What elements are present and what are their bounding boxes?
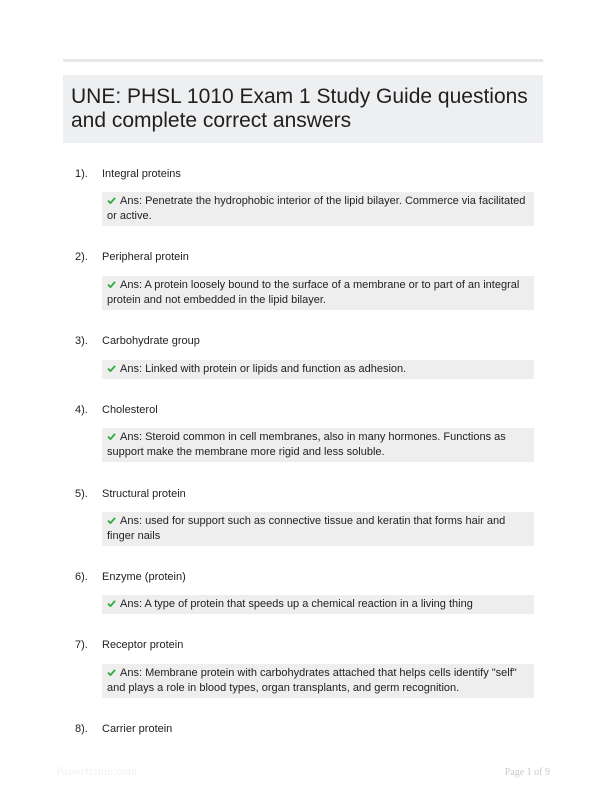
page-title: UNE: PHSL 1010 Exam 1 Study Guide questions and complete correct answers (71, 85, 528, 132)
question-term: Carrier protein (102, 723, 173, 735)
check-icon (107, 600, 116, 607)
question-number: 7). (75, 639, 88, 651)
answer-text: Ans: Penetrate the hydrophobic interior of the lipid bilayer. Commerce via facilitated or active. (107, 195, 526, 222)
question-number: 5). (75, 488, 88, 500)
question-term: Integral proteins (102, 168, 181, 180)
answer-text: Ans: used for support such as connective tissue and keratin that forms hair and finger nails (107, 515, 506, 542)
check-icon (107, 281, 116, 288)
question-number: 4). (75, 404, 88, 416)
question-term: Carbohydrate group (102, 335, 200, 347)
watermark-text: Papertrible.com (56, 767, 138, 778)
answer-box (102, 595, 534, 614)
answer-box (102, 664, 534, 698)
answer-box (102, 360, 534, 379)
answer-text: Ans: Linked with protein or lipids and function as adhesion. (120, 363, 407, 375)
answer-text: Ans: A protein loosely bound to the surface of a membrane or to part of an integral protein and not embedded in the lipid bilayer. (107, 279, 520, 306)
question-number: 1). (75, 168, 88, 180)
top-divider (63, 59, 543, 62)
question-number: 3). (75, 335, 88, 347)
question-term: Enzyme (protein) (102, 571, 186, 583)
question-term: Structural protein (102, 488, 186, 500)
check-icon (107, 517, 116, 524)
question-number: 8). (75, 723, 88, 735)
title-banner (63, 75, 543, 143)
question-term: Cholesterol (102, 404, 158, 416)
answer-text: Ans: A type of protein that speeds up a chemical reaction in a living thing (120, 598, 473, 610)
answer-box (102, 512, 534, 546)
page-indicator: Page 1 of 9 (504, 767, 550, 778)
check-icon (107, 365, 116, 372)
question-number: 2). (75, 251, 88, 263)
check-icon (107, 669, 116, 676)
answer-text: Ans: Steroid common in cell membranes, also in many hormones. Functions as support make the membrane more rigid and less soluble. (107, 431, 506, 458)
answer-box (102, 276, 534, 310)
check-icon (107, 197, 116, 204)
question-term: Receptor protein (102, 639, 184, 651)
question-term: Peripheral protein (102, 251, 189, 263)
check-icon (107, 433, 116, 440)
answer-box (102, 428, 534, 462)
question-number: 6). (75, 571, 88, 583)
answer-box (102, 192, 534, 226)
answer-text: Ans: Membrane protein with carbohydrates attached that helps cells identify "self" and plays a role in blood types, organ transplants, and germ recognition. (107, 667, 517, 694)
